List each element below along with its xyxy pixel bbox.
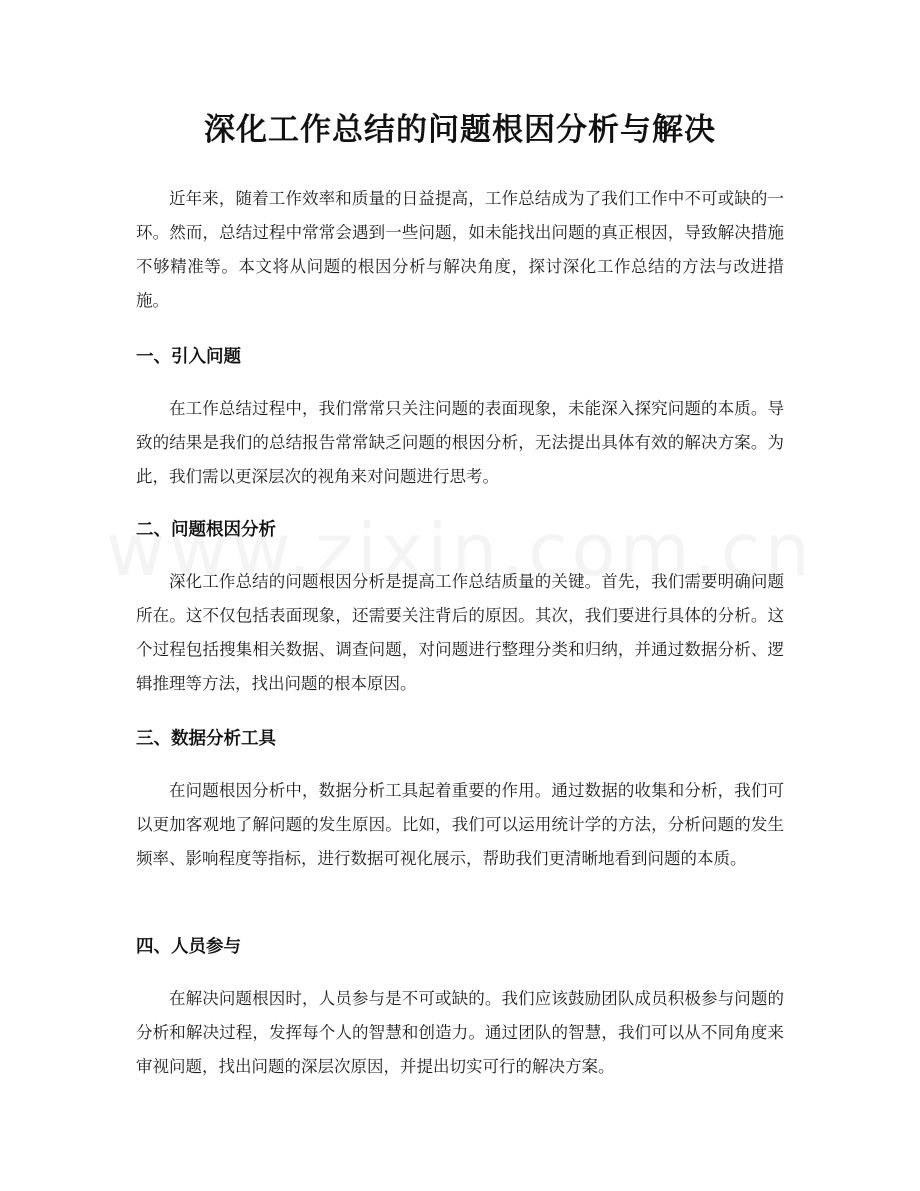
section-heading-data-analysis-tools: 三、数据分析工具	[136, 729, 276, 749]
section-heading-root-cause-analysis: 二、问题根因分析	[136, 520, 276, 540]
document-title: 深化工作总结的问题根因分析与解决	[204, 112, 716, 148]
section-body-introduce-problem: 在工作总结过程中，我们常常只关注问题的表面现象，未能深入探究问题的本质。导致的结果是我们的总结报告常常缺乏问题的根因分析，无法提出具体有效的解决方案。为此，我们需以更深层次的视角来对问题进行思考。	[136, 399, 784, 486]
intro-paragraph: 近年来，随着工作效率和质量的日益提高，工作总结成为了我们工作中不可或缺的一环。然而，总结过程中常常会遇到一些问题，如未能找出问题的真正根因，导致解决措施不够精准等。本文将从问题的根因分析与解决角度，探讨深化工作总结的方法与改进措施。	[136, 189, 784, 310]
section-heading-staff-participation: 四、人员参与	[136, 937, 241, 957]
section-body-root-cause-analysis: 深化工作总结的问题根因分析是提高工作总结质量的关键。首先，我们需要明确问题所在。这不仅包括表面现象，还需要关注背后的原因。其次，我们要进行具体的分析。这个过程包括搜集相关数据、调查问题，对问题进行整理分类和归纳，并通过数据分析、逻辑推理等方法，找出问题的根本原因。	[136, 572, 784, 693]
section-body-staff-participation: 在解决问题根因时，人员参与是不可或缺的。我们应该鼓励团队成员积极参与问题的分析和解决过程，发挥每个人的智慧和创造力。通过团队的智慧，我们可以从不同角度来审视问题，找出问题的深层次原因，并提出切实可行的解决方案。	[136, 989, 784, 1076]
section-heading-introduce-problem: 一、引入问题	[136, 347, 241, 367]
section-body-data-analysis-tools: 在问题根因分析中，数据分析工具起着重要的作用。通过数据的收集和分析，我们可以更加客观地了解问题的发生原因。比如，我们可以运用统计学的方法，分析问题的发生频率、影响程度等指标，进行数据可视化展示，帮助我们更清晰地看到问题的本质。	[136, 781, 784, 868]
